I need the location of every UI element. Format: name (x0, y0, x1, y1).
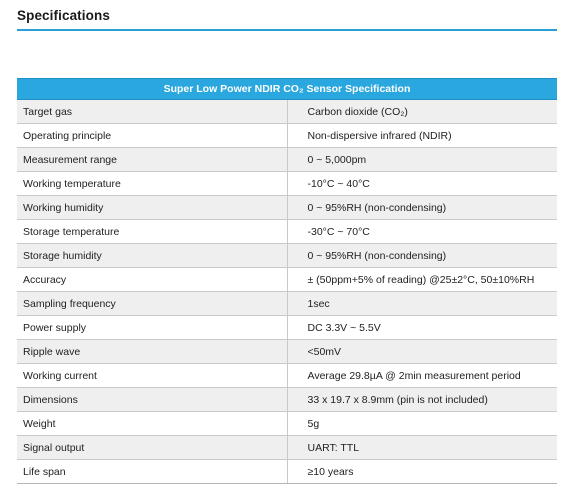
table-row (17, 220, 557, 244)
spec-key: Working humidity (17, 196, 287, 220)
table-row (17, 460, 557, 484)
spec-key: Operating principle (17, 124, 287, 148)
table-row (17, 388, 557, 412)
spec-key: Sampling frequency (17, 292, 287, 316)
spec-value: Non-dispersive infrared (NDIR) (287, 124, 557, 148)
table-row (17, 340, 557, 364)
spec-value: <50mV (287, 340, 557, 364)
table-row (17, 412, 557, 436)
spec-key: Life span (17, 460, 287, 484)
table-row (17, 292, 557, 316)
table-row (17, 100, 557, 124)
table-row (17, 436, 557, 460)
spec-value: 33 x 19.7 x 8.9mm (pin is not included) (287, 388, 557, 412)
spec-key: Ripple wave (17, 340, 287, 364)
spec-value: 0 ~ 95%RH (non-condensing) (287, 196, 557, 220)
table-row (17, 316, 557, 340)
spec-value: ≥10 years (287, 460, 557, 484)
spec-key: Working temperature (17, 172, 287, 196)
spec-key: Storage temperature (17, 220, 287, 244)
spec-value: Average 29.8µA @ 2min measurement period (287, 364, 557, 388)
table-row (17, 244, 557, 268)
table-row (17, 148, 557, 172)
spec-key: Accuracy (17, 268, 287, 292)
spec-value: -30°C ~ 70°C (287, 220, 557, 244)
spec-key: Signal output (17, 436, 287, 460)
table-row (17, 196, 557, 220)
spec-value: ± (50ppm+5% of reading) @25±2°C, 50±10%RH (287, 268, 557, 292)
spec-value: Carbon dioxide (CO₂) (287, 100, 557, 124)
spec-value: 1sec (287, 292, 557, 316)
spec-value: UART: TTL (287, 436, 557, 460)
spec-key: Dimensions (17, 388, 287, 412)
table-row (17, 172, 557, 196)
spec-key: Storage humidity (17, 244, 287, 268)
spec-key: Target gas (17, 100, 287, 124)
spec-key: Working current (17, 364, 287, 388)
table-row (17, 268, 557, 292)
section-title: Specifications (17, 8, 110, 23)
spec-key: Power supply (17, 316, 287, 340)
spec-table (17, 78, 557, 484)
table-row (17, 364, 557, 388)
table-header: Super Low Power NDIR CO₂ Sensor Specification (17, 79, 557, 100)
spec-value: 0 ~ 95%RH (non-condensing) (287, 244, 557, 268)
table-header-row (17, 79, 557, 100)
spec-value: 5g (287, 412, 557, 436)
spec-value: 0 ~ 5,000pm (287, 148, 557, 172)
spec-value: DC 3.3V ~ 5.5V (287, 316, 557, 340)
spec-value: -10°C ~ 40°C (287, 172, 557, 196)
spec-key: Weight (17, 412, 287, 436)
table-row (17, 124, 557, 148)
spec-key: Measurement range (17, 148, 287, 172)
title-divider (17, 29, 557, 31)
